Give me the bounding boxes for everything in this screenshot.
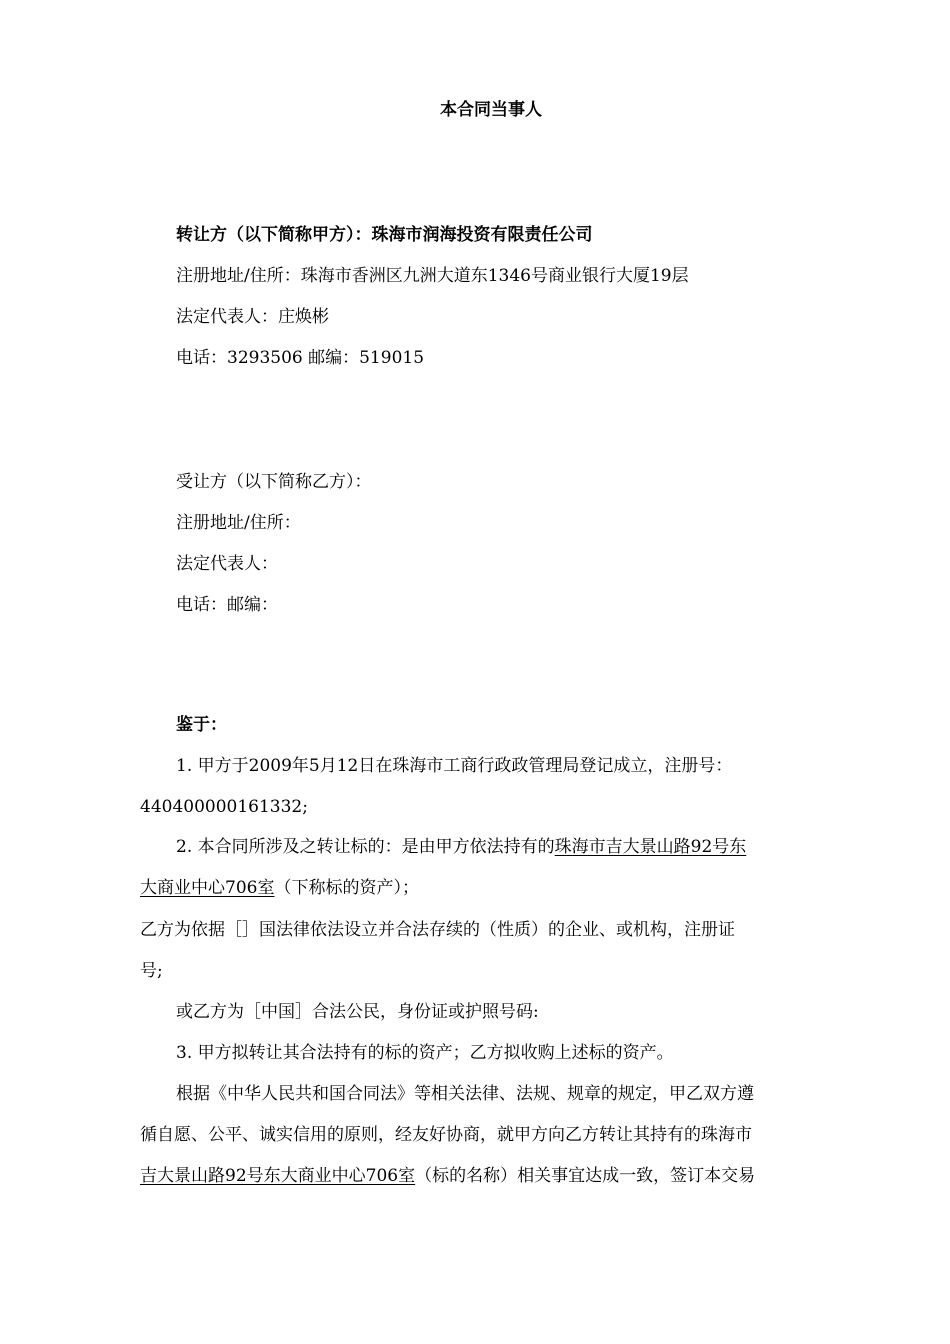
transferee-representative: 法定代表人： bbox=[176, 554, 278, 574]
whereas-item-1: 1. 甲方于2009年5月12日在珠海市工商行政政管理局登记成立，注册号： bbox=[176, 756, 733, 776]
transferor-heading: 转让方（以下简称甲方）：珠海市润海投资有限责任公司 bbox=[176, 225, 593, 245]
transferee-heading: 受让方（以下简称乙方）： bbox=[176, 472, 372, 492]
basis-line-3 bbox=[140, 1165, 755, 1187]
transferee-address: 注册地址/住所： bbox=[176, 513, 301, 533]
basis-line-1: 根据《中华人民共和国合同法》等相关法律、法规、规章的规定，甲乙双方遵 bbox=[176, 1084, 754, 1104]
basis-line-3-suffix: （标的名称）相关事宜达成一致，签订本交易 bbox=[415, 1166, 756, 1186]
page-title: 本合同当事人 bbox=[440, 100, 542, 120]
item2-prefix: 2. 本合同所涉及之转让标的：是由甲方依法持有的 bbox=[176, 837, 555, 857]
transferor-address: 注册地址/住所：珠海市香洲区九洲大道东1346号商业银行大厦19层 bbox=[176, 266, 689, 286]
asset-address-part-b: 大商业中心706室 bbox=[140, 878, 275, 898]
asset-name-underlined: 吉大景山路92号东大商业中心706室 bbox=[140, 1166, 416, 1186]
transferee-phone: 电话：邮编： bbox=[176, 595, 278, 615]
whereas-heading: 鉴于： bbox=[176, 715, 227, 735]
party-b-entity-line-2: 号; bbox=[140, 961, 163, 981]
whereas-item-2 bbox=[176, 836, 746, 858]
asset-address-part-a: 珠海市吉大景山路92号东 bbox=[554, 837, 747, 857]
whereas-item-3: 3. 甲方拟转让其合法持有的标的资产；乙方拟收购上述标的资产。 bbox=[176, 1043, 674, 1063]
party-b-citizen-line: 或乙方为［中国］合法公民，身份证或护照号码: bbox=[176, 1002, 539, 1022]
whereas-item-2-continued bbox=[140, 877, 419, 899]
party-b-entity-line: 乙方为依据［］国法律依法设立并合法存续的（性质）的企业、或机构，注册证 bbox=[140, 920, 735, 940]
transferor-representative: 法定代表人：庄焕彬 bbox=[176, 307, 329, 327]
basis-line-2: 循自愿、公平、诚实信用的原则，经友好协商，就甲方向乙方转让其持有的珠海市 bbox=[140, 1125, 752, 1145]
item2-suffix: （下称标的资产）； bbox=[274, 878, 419, 898]
registration-number: 440400000161332; bbox=[140, 797, 308, 817]
transferor-phone: 电话：3293506 邮编：519015 bbox=[176, 348, 425, 368]
